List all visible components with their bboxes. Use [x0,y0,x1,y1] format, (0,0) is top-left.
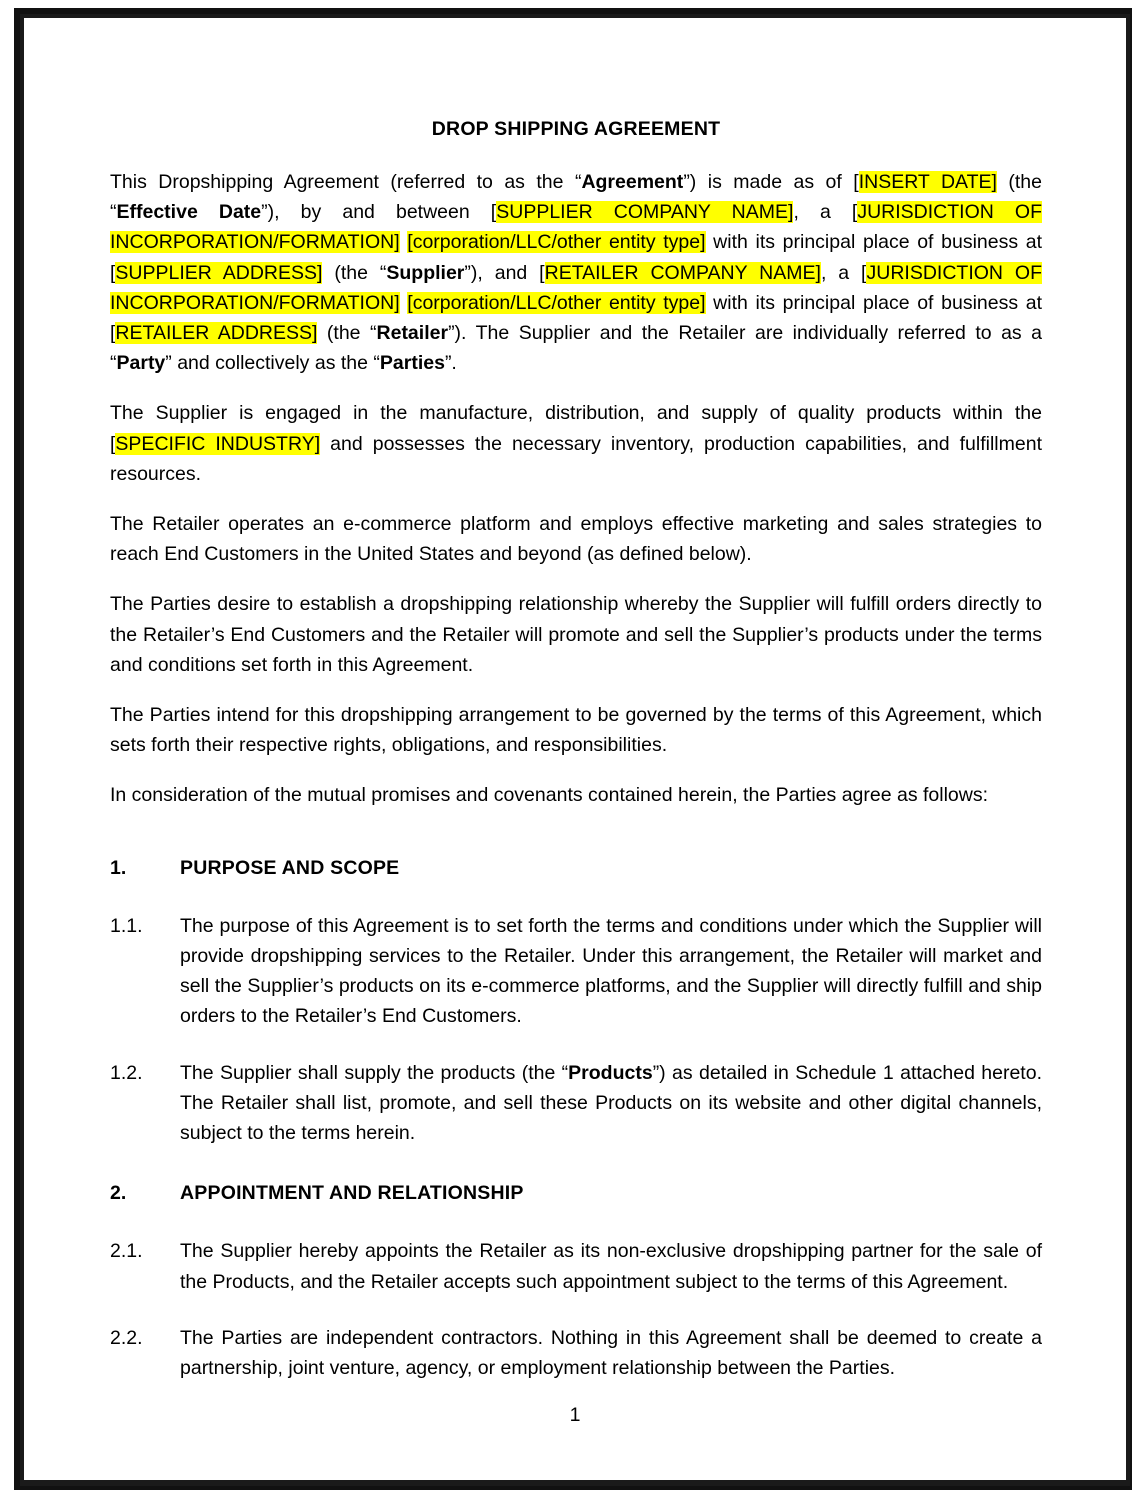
clause-text: The Supplier hereby appoints the Retailer as its non-exclusive dropshipping partner for the sale of the Products, and the Retailer accepts such appointment subject to the terms of this Agreement. [180,1240,1042,1293]
clause-number: 1.2. [110,1061,143,1084]
placeholder-specific-industry: SPECIFIC INDUSTRY] [115,432,321,455]
text-run: , a [ [793,201,858,224]
defined-term-products: Products [568,1061,653,1084]
placeholder-retailer-address: RETAILER ADDRESS] [115,322,318,345]
preamble-paragraph-intent: The Parties intend for this dropshipping arrangement to be governed by the terms of this Agreement, which sets forth their respective rights, obligations, and responsibilities. [110,704,1042,757]
text-run: ”). The Supplier and the Retailer are individually referred to as a “ [110,322,1042,375]
section-heading-2 [110,1178,1042,1208]
placeholder-retailer-jurisdiction: JURISDICTION OF INCORPORATION/FORMATION] [110,261,1042,314]
section-heading-1 [110,853,1042,883]
section-number: 1. [110,856,127,879]
clause-text: The Parties are independent contractors. Nothing in this Agreement shall be deemed to create a partnership, joint venture, agency, or employment relationship between the Parties. [180,1326,1042,1380]
section-number: 2. [110,1182,127,1205]
text-run: (the “ [110,171,1042,224]
text-run: with its principal place of business at [ [110,231,1043,284]
text-run: The Supplier is engaged in the manufacture, distribution, and supply of quality products within the [ [110,402,1042,455]
page-title: DROP SHIPPING AGREEMENT [431,118,721,140]
preamble-paragraph-consideration: In consideration of the mutual promises and covenants contained herein, the Parties agree as follows: [110,784,989,807]
defined-term-supplier: Supplier [386,261,465,284]
clause-text [180,1058,1042,1149]
preamble-paragraph-parties [110,167,1042,378]
text-run: ” and collectively as the “ [165,352,380,375]
page-number-footer: 1 [569,1404,581,1426]
clause-number: 2.1. [110,1240,143,1263]
document-content [110,18,1042,1480]
clause-1-2 [110,1058,1042,1149]
clause-2-2 [110,1323,1042,1383]
text-run: ”. [444,352,457,375]
preamble-paragraph-desire: The Parties desire to establish a dropshipping relationship whereby the Supplier will fulfill orders directly to the Retailer’s End Customers and the Retailer will promote and sell the Supplier’s products under the terms and conditions set forth in this Agreement. [110,593,1042,676]
defined-term-retailer: Retailer [376,322,449,345]
text-run: and possesses the necessary inventory, production capabilities, and fulfillment resources. [110,432,1042,485]
text-run: with its principal place of business at [ [110,291,1043,345]
text-run: ”), by and between [ [261,201,497,224]
section-spacer [110,831,1042,845]
defined-term-effective-date: Effective Date [116,201,262,224]
text-run: This Dropshipping Agreement (referred to as the “ [110,171,582,193]
placeholder-retailer-company-name: RETAILER COMPANY NAME] [544,261,821,284]
text-run: ”) is made as of [ [683,171,859,193]
placeholder-supplier-entity-type: [corporation/LLC/other entity type] [407,231,706,254]
preamble-paragraph-supplier-business [110,398,1042,489]
placeholder-supplier-jurisdiction: JURISDICTION OF INCORPORATION/FORMATION] [110,201,1043,254]
text-run: The Supplier shall supply the products (the “ [180,1061,569,1084]
text-run: (the “ [317,322,377,345]
placeholder-insert-date: INSERT DATE] [858,171,997,193]
text-run: ”) as detailed in Schedule 1 attached hereto. The Retailer shall list, promote, and sell these Products on its website and other digital channels, subject to the terms herein. [180,1061,1042,1145]
clause-2-1 [110,1236,1042,1296]
placeholder-supplier-company-name: SUPPLIER COMPANY NAME] [496,201,794,224]
placeholder-retailer-entity-type: [corporation/LLC/other entity type] [407,291,706,314]
clause-1-1 [110,911,1042,1032]
document-page [24,18,1126,1480]
defined-term-parties: Parties [379,352,445,375]
text-run: (the “ [322,261,387,284]
section-title: APPOINTMENT AND RELATIONSHIP [180,1182,524,1205]
text-run: ”), and [ [464,261,545,284]
defined-term-agreement: Agreement [581,171,684,193]
clause-number: 2.2. [110,1326,143,1349]
text-run: , a [ [820,261,867,284]
preamble-paragraph-retailer-business: The Retailer operates an e-commerce platform and employs effective marketing and sales strategies to reach End Customers in the United States and beyond (as defined below). [110,513,1042,566]
clause-number: 1.1. [110,914,143,937]
placeholder-supplier-address: SUPPLIER ADDRESS] [115,261,323,284]
defined-term-party: Party [116,352,166,375]
clause-text: The purpose of this Agreement is to set forth the terms and conditions under which the Supplier will provide dropshipping services to the Retailer. Under this arrangement, the Retailer will market and sell the Supplier’s products on its e-commerce platforms, and the Supplier will directly fulfill and ship orders to the Retailer’s End Customers. [180,914,1042,1028]
section-title: PURPOSE AND SCOPE [180,856,400,879]
